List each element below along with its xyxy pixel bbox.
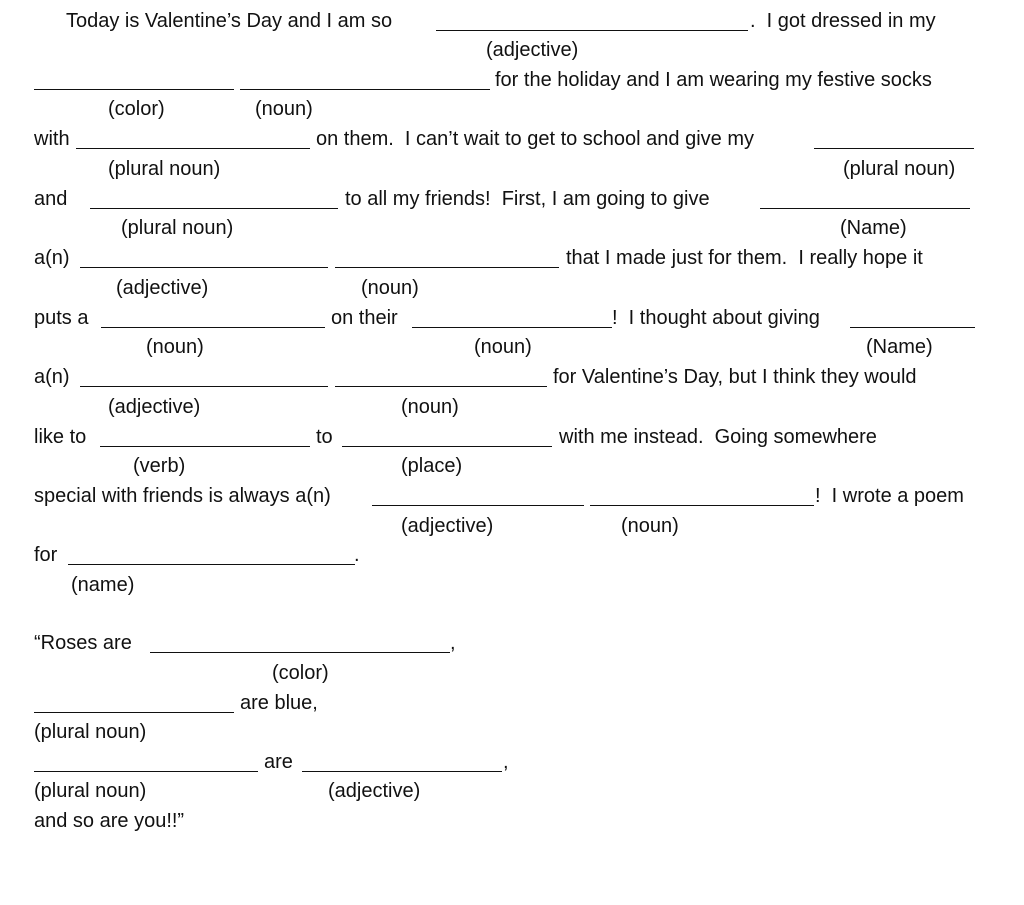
hint-line-4 [0, 215, 1024, 241]
story-line-4 [0, 186, 1024, 212]
blank-hint: (noun) [401, 396, 459, 418]
story-text: . I got dressed in my [750, 10, 936, 32]
story-text: on them. I can’t wait to get to school and give my [316, 128, 755, 150]
story-text: . [354, 544, 360, 566]
fill-in-blank[interactable] [760, 208, 970, 209]
hint-line-8 [0, 453, 1024, 479]
hint-line-13 [0, 778, 1024, 804]
story-text: for the holiday and I am wearing my festive socks [495, 69, 932, 91]
hint-line-3 [0, 156, 1024, 182]
fill-in-blank[interactable] [814, 148, 974, 149]
fill-in-blank[interactable] [68, 564, 355, 565]
poem-line-3 [0, 749, 1024, 775]
blank-hint: (adjective) [116, 277, 209, 299]
hint-line-6 [0, 334, 1024, 360]
blank-hint: (adjective) [401, 515, 494, 537]
fill-in-blank[interactable] [240, 89, 490, 90]
story-text: puts a [34, 307, 89, 329]
poem-text: are blue, [240, 692, 318, 714]
fill-in-blank[interactable] [372, 505, 584, 506]
fill-in-blank[interactable] [76, 148, 310, 149]
blank-hint: (color) [272, 662, 329, 684]
poem-text: and so are you!!” [34, 810, 185, 832]
blank-hint: (adjective) [328, 780, 421, 802]
story-text: ! I wrote a poem [815, 485, 964, 507]
story-line-10 [0, 542, 1024, 568]
poem-text: , [503, 751, 509, 773]
story-line-7 [0, 364, 1024, 390]
hint-line-10 [0, 572, 1024, 598]
blank-hint: (noun) [621, 515, 679, 537]
fill-in-blank[interactable] [335, 267, 559, 268]
story-text: a(n) [34, 366, 70, 388]
poem-text: are [264, 751, 293, 773]
fill-in-blank[interactable] [34, 89, 234, 90]
fill-in-blank[interactable] [100, 446, 310, 447]
blank-hint: (adjective) [108, 396, 201, 418]
story-line-3 [0, 126, 1024, 152]
fill-in-blank[interactable] [850, 327, 975, 328]
poem-line-2 [0, 690, 1024, 716]
blank-hint: (verb) [133, 455, 186, 477]
hint-line-5 [0, 275, 1024, 301]
blank-hint: (adjective) [486, 39, 579, 61]
fill-in-blank[interactable] [80, 267, 328, 268]
blank-hint: (plural noun) [108, 158, 221, 180]
blank-hint: (noun) [361, 277, 419, 299]
story-text: special with friends is always a(n) [34, 485, 331, 507]
blank-hint: (noun) [255, 98, 313, 120]
story-text: ! I thought about giving [612, 307, 820, 329]
story-text: with [34, 128, 70, 150]
fill-in-blank[interactable] [590, 505, 814, 506]
poem-line-1 [0, 630, 1024, 656]
blank-hint: (plural noun) [843, 158, 956, 180]
hint-line-7 [0, 394, 1024, 420]
fill-in-blank[interactable] [412, 327, 612, 328]
poem-text: “Roses are [34, 632, 132, 654]
hint-line-1 [0, 37, 1024, 63]
blank-hint: (plural noun) [34, 780, 147, 802]
blank-hint: (noun) [146, 336, 204, 358]
fill-in-blank[interactable] [342, 446, 552, 447]
blank-hint: (Name) [866, 336, 933, 358]
blank-hint: (Name) [840, 217, 907, 239]
story-text: a(n) [34, 247, 70, 269]
story-text: and [34, 188, 68, 210]
fill-in-blank[interactable] [150, 652, 450, 653]
story-line-2 [0, 67, 1024, 93]
hint-line-9 [0, 513, 1024, 539]
story-text: that I made just for them. I really hope it [566, 247, 923, 269]
fill-in-blank[interactable] [34, 712, 234, 713]
fill-in-blank[interactable] [436, 30, 748, 31]
blank-hint: (color) [108, 98, 165, 120]
blank-hint: (place) [401, 455, 463, 477]
blank-hint: (plural noun) [121, 217, 234, 239]
story-text: like to [34, 426, 87, 448]
story-text: to all my friends! First, I am going to give [345, 188, 710, 210]
story-text: for Valentine’s Day, but I think they would [553, 366, 917, 388]
story-text: Today is Valentine’s Day and I am so [66, 10, 393, 32]
blank-hint: (name) [71, 574, 135, 596]
blank-hint: (noun) [474, 336, 532, 358]
story-line-8 [0, 424, 1024, 450]
fill-in-blank[interactable] [80, 386, 328, 387]
story-line-1 [0, 8, 1024, 34]
story-text: for [34, 544, 58, 566]
story-line-5 [0, 245, 1024, 271]
fill-in-blank[interactable] [90, 208, 338, 209]
story-text: on their [331, 307, 398, 329]
fill-in-blank[interactable] [34, 771, 258, 772]
fill-in-blank[interactable] [302, 771, 502, 772]
story-line-9 [0, 483, 1024, 509]
hint-line-12 [0, 719, 1024, 745]
poem-line-4 [0, 808, 1024, 834]
hint-line-11 [0, 660, 1024, 686]
story-text: with me instead. Going somewhere [559, 426, 877, 448]
hint-line-2 [0, 96, 1024, 122]
story-line-6 [0, 305, 1024, 331]
poem-text: , [450, 632, 456, 654]
story-text: to [316, 426, 333, 448]
fill-in-blank[interactable] [101, 327, 325, 328]
fill-in-blank[interactable] [335, 386, 547, 387]
blank-hint: (plural noun) [34, 721, 147, 743]
